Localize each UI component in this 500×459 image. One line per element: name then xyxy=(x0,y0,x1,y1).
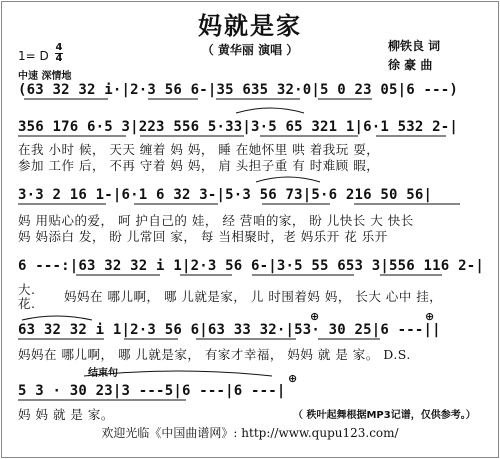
notation-row-5: 63 32 32 i 1|2·3 56 6|63 33 32·|53· 30 25|6 ---|| xyxy=(18,322,441,338)
song-title: 妈就是家 xyxy=(198,11,302,40)
lyric-row-4-verse-1-end: 大. xyxy=(18,282,36,297)
lyric-row-2-verse-1: 在我 小时 候， 天天 缠着 妈 妈， 睡 在她怀里 哄 着我玩 耍， xyxy=(18,142,380,157)
lyric-row-3-verse-2: 妈 妈添白 发， 盼 儿常回 家， 每 当相聚时，老 妈乐开 花 乐开 xyxy=(18,229,388,244)
ending-label: 结束句 xyxy=(88,368,118,379)
notation-row-3: 3·3 2 16 1-|6·1 6 32 3-|5·3 56 73|5·6 216 50 56| xyxy=(18,187,433,203)
site-footer: 欢迎光临《中国曲谱网》: http://www.qupu123.com/ xyxy=(101,426,399,440)
svg-text:⊕: ⊕ xyxy=(310,310,320,323)
singer-line: （ 黄华丽 演唱 ） xyxy=(201,43,299,57)
lyric-row-4-chorus: 妈妈在 哪儿啊， 哪 儿就是家， 儿 时围着妈 妈， 长大 心中 挂， xyxy=(64,289,443,304)
lyric-row-2-verse-2: 参加 工作 后， 不再 守着 妈 妈， 肩 头担子重 有 时难顾 暇， xyxy=(18,158,380,173)
lyric-row-3-verse-1: 妈 用贴心的爱， 呵 护自己的 娃， 经 营咱的家， 盼 儿快长 大 快长 xyxy=(18,213,414,228)
key-signature: 1= D xyxy=(18,49,49,63)
svg-text:⊕: ⊕ xyxy=(288,372,298,385)
svg-text:⊕: ⊕ xyxy=(425,310,435,323)
composer-credit: 徐 豪 曲 xyxy=(388,58,433,72)
lyric-row-4-verse-2-end: 花. xyxy=(18,296,36,311)
notation-row-6: 5 3 · 30 23|3 ---5|6 ---|6 ---| xyxy=(18,383,286,399)
lyricist-credit: 柳铁良 词 xyxy=(388,39,441,53)
tempo-marking: 中速 深情地 xyxy=(18,71,72,82)
transcription-note: （ 秩叶起舞根据MP3记谱，仅供参考。） xyxy=(293,410,476,421)
time-signature: 4 4 xyxy=(55,42,63,64)
notation-row-4: 6 ---:|63 32 32 i 1|2·3 56 6-|3·5 55 653 3|556 116 2-| xyxy=(18,258,484,274)
notation-row-1: (63 32 32 i·|2·3 56 6-|35 635 32·0|5 0 23 05|6 ---) xyxy=(18,82,459,98)
lyric-row-6: 妈 妈 就 是 家。 xyxy=(18,407,114,422)
notation-row-2: 356 176 6·5 3|223 556 5·33|3·5 65 321 1|6·1 532 2-| xyxy=(18,119,459,135)
lyric-row-5: 妈妈在 哪儿啊， 哪 儿就是家， 有家才幸福， 妈妈 就 是 家。 D.S. xyxy=(18,347,411,362)
